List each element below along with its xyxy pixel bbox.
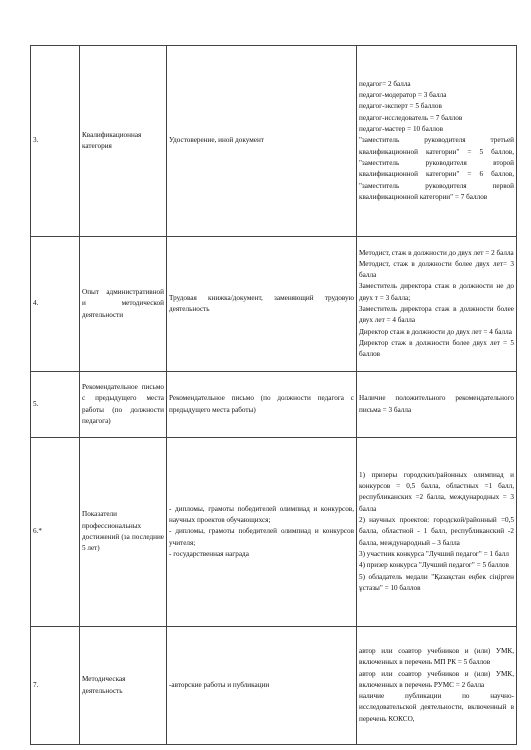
criterion-points <box>357 46 517 237</box>
points-line: 4) призер конкурса "Лучший педагог" = 5 баллов <box>359 561 509 570</box>
points-line: 2) научных проектов: городской/районный =0,5 балла, областной - 1 балл, республиканский -2 балла, международный – 3 балла <box>359 516 514 547</box>
table-row <box>31 627 517 745</box>
points-line: автор или соавтор учебников и (или) УМК, включенных в перечень РУМС = 2 балла <box>359 669 514 689</box>
criterion-name: Рекомендательное письмо с предыдущего места работы (по должности педагога) <box>80 372 167 438</box>
points-line: Наличие положительного рекомендательного письма = 3 балла <box>359 394 514 414</box>
criterion-document: Рекомендательное письмо (по должности педагога с предыдущего места работы) <box>167 372 357 438</box>
row-number: 4. <box>31 237 80 372</box>
table-row <box>31 372 517 438</box>
points-line: Заместитель директора стаж в должности не до двух т = 3 балла; <box>359 282 514 302</box>
criteria-table <box>30 45 517 745</box>
points-line: автор или соавтор учебников и (или) УМК, включенных в перечень МП РК = 5 баллов <box>359 646 514 667</box>
points-line: Методист, стаж в должности более двух лет= 3 балла <box>359 259 514 280</box>
criterion-name: Опыт административной и методической деятельности <box>80 237 167 372</box>
row-number: 5. <box>31 372 80 438</box>
points-line: 3) участник конкурса "Лучший педагог" = 1 балл <box>359 549 509 558</box>
points-line: 5) обладатель медали "Қазақстан еңбек сіңірген ұстазы" = 10 баллов <box>359 572 514 592</box>
table-row <box>31 438 517 627</box>
criterion-document <box>167 438 357 627</box>
criterion-name: Показатели профессиональных достижений (за последние 5 лет) <box>80 438 167 627</box>
criterion-name: Методическая деятельность <box>80 627 167 745</box>
document-line: - дипломы, грамоты победителей олимпиад и конкурсов, научных проектов обучающихся; <box>169 504 354 525</box>
criterion-points <box>357 438 517 627</box>
criterion-name: Квалификационная категория <box>80 46 167 237</box>
table-row <box>31 46 517 237</box>
row-number: 3. <box>31 46 80 237</box>
points-line: Директор стаж в должности более двух лет = 5 баллов <box>359 338 514 359</box>
points-line: педагог-модератор = 3 балла <box>359 91 447 100</box>
points-line: педагог-мастер = 10 баллов <box>359 125 443 134</box>
criterion-points <box>357 372 517 438</box>
row-number: 6.* <box>31 438 80 627</box>
points-line: педагог-исследователь = 7 баллов <box>359 113 463 122</box>
points-line: Директор стаж в должности до двух лет = 4 балла <box>359 327 512 336</box>
criterion-document: Удостоверение, иной документ <box>167 46 357 237</box>
points-line: Заместитель директора стаж в должности более двух лет = 4 балла <box>359 305 514 325</box>
criterion-points <box>357 627 517 745</box>
criterion-document: Трудовая книжка/документ, заменяющий трудовую деятельность <box>167 237 357 372</box>
document-line: - государственная награда <box>169 549 249 558</box>
criterion-points <box>357 237 517 372</box>
criterion-document: -авторские работы и публикации <box>167 627 357 745</box>
document-line: - дипломы, грамоты победителей олимпиад и конкурсов учителя; <box>169 527 354 547</box>
points-line: наличие публикации по научно-исследовательской деятельности, включенный в перечень КОКСО, <box>359 692 514 723</box>
points-line: "заместитель руководителя третьей квалификационной категории" = 5 баллов, "заместитель руководителя второй квалификационной категории" = 6 баллов, "заместитель руководителя первой квалификационной категории" = 7 баллов <box>359 136 514 201</box>
points-line: Методист, стаж в должности до двух лет = 2 балла <box>359 248 514 257</box>
points-line: педагог-эксперт = 5 баллов <box>359 102 442 111</box>
row-number: 7. <box>31 627 80 745</box>
points-line: педагог= 2 балла <box>359 79 411 88</box>
points-line: 1) призеры городских/районных олимпиад и конкурсов = 0,5 балла, областных =1 балл, республиканских =2 балла, международных = 3 балла <box>359 470 514 513</box>
table-row <box>31 237 517 372</box>
